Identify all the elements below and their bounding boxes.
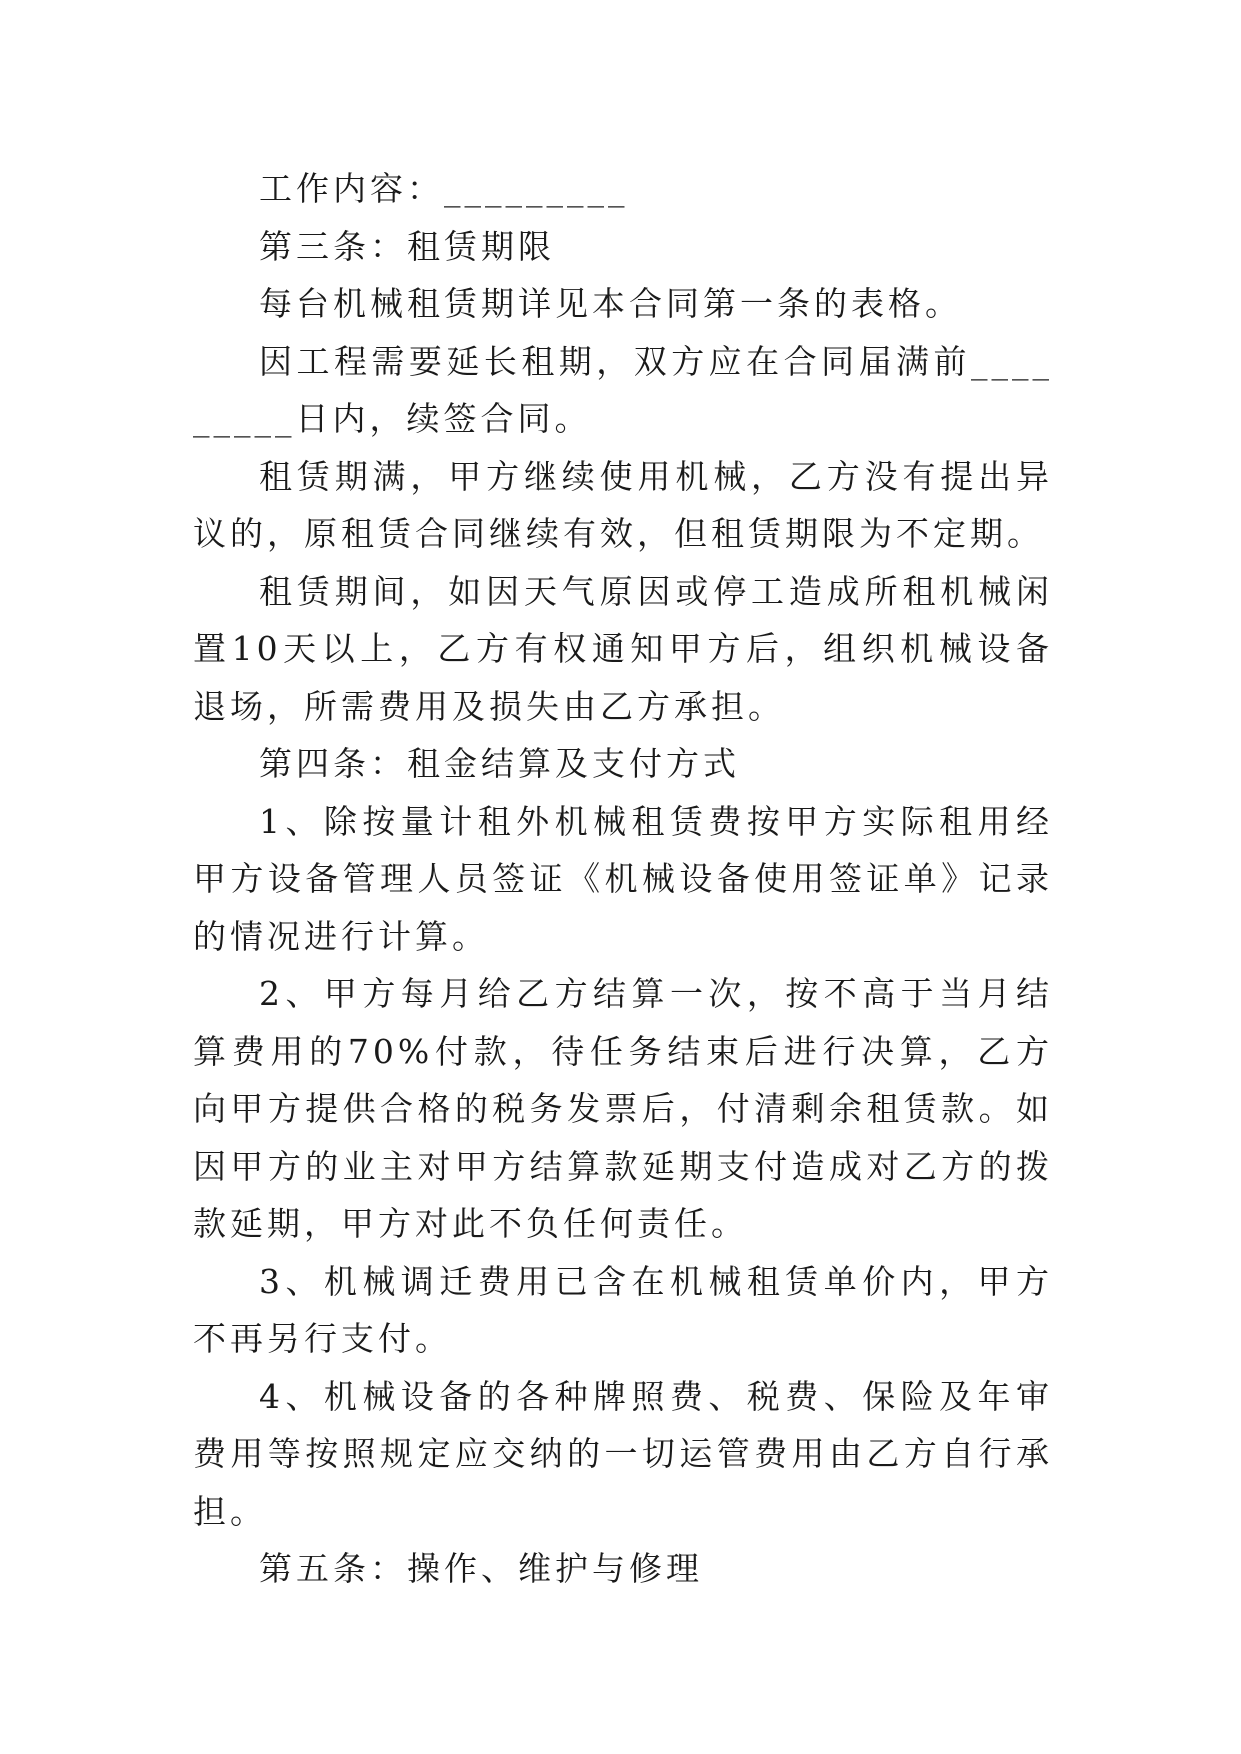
paragraph: 因工程需要延长租期，双方应在合同届满前_________日内，续签合同。 bbox=[193, 341, 1053, 438]
paragraph: 租赁期间，如因天气原因或停工造成所租机械闲置10天以上，乙方有权通知甲方后，组织机械设备退场，所需费用及损失由乙方承担。 bbox=[193, 571, 1053, 726]
paragraph: 每台机械租赁期详见本合同第一条的表格。 bbox=[259, 284, 962, 323]
document-body bbox=[193, 160, 1053, 1598]
paragraph: 3、机械调迁费用已含在机械租赁单价内，甲方不再另行支付。 bbox=[193, 1261, 1053, 1358]
work-content-line: 工作内容：_________ bbox=[259, 169, 629, 208]
paragraph: 4、机械设备的各种牌照费、税费、保险及年审费用等按照规定应交纳的一切运管费用由乙方自行承担。 bbox=[193, 1376, 1053, 1531]
article-5-heading: 第五条：操作、维护与修理 bbox=[259, 1549, 703, 1588]
paragraph: 1、除按量计租外机械租赁费按甲方实际租用经甲方设备管理人员签证《机械设备使用签证单》记录的情况进行计算。 bbox=[193, 801, 1053, 956]
paragraph: 租赁期满，甲方继续使用机械，乙方没有提出异议的，原租赁合同继续有效，但租赁期限为不定期。 bbox=[193, 456, 1053, 553]
article-4-heading: 第四条：租金结算及支付方式 bbox=[259, 744, 740, 783]
paragraph: 2、甲方每月给乙方结算一次，按不高于当月结算费用的70%付款，待任务结束后进行决算，乙方向甲方提供合格的税务发票后，付清剩余租赁款。如因甲方的业主对甲方结算款延期支付造成对乙方的拨款延期，甲方对此不负任何责任。 bbox=[193, 974, 1053, 1243]
article-3-heading: 第三条：租赁期限 bbox=[259, 226, 555, 266]
